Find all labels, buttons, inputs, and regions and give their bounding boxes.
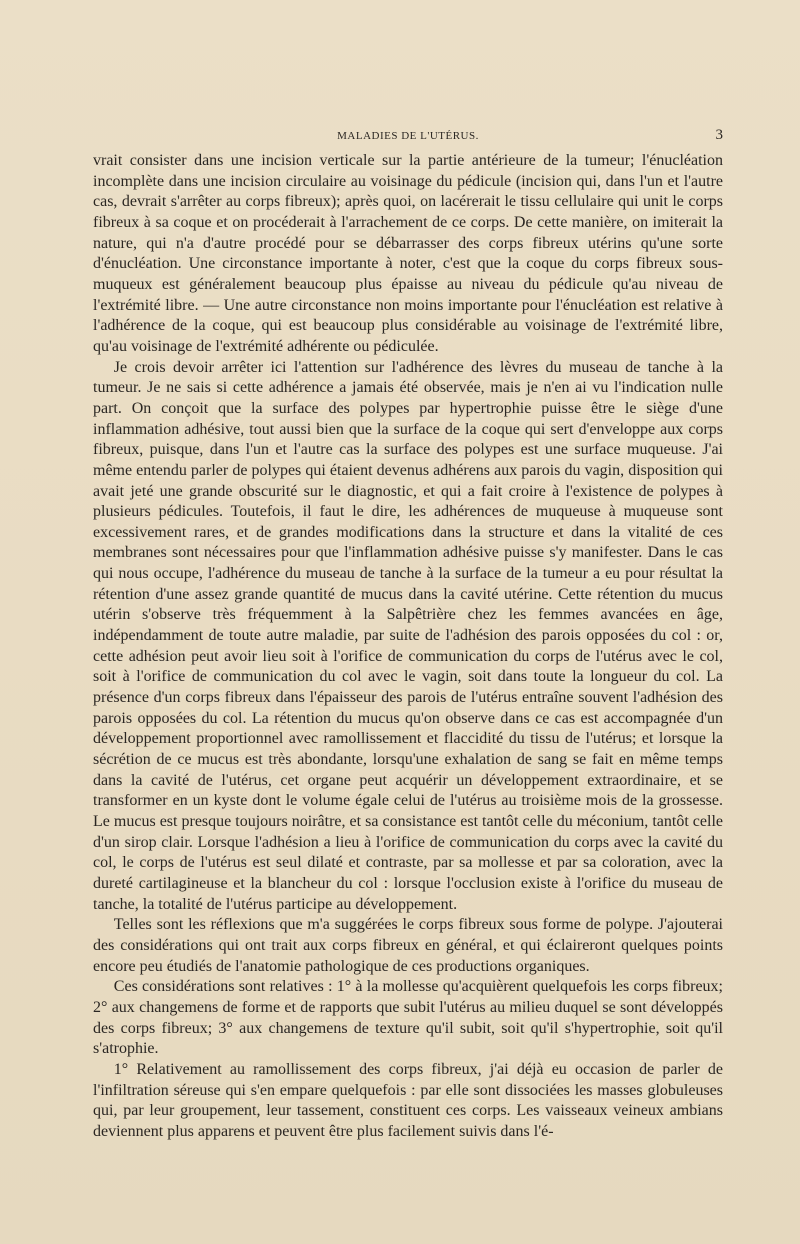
paragraph-1: vrait consister dans une incision verticale sur la partie antérieure de la tumeur; l'énucléation incomplète dans une incision circulaire au voisinage du pédicule (incision qui, dans l'un et l'autre cas, devrait s'arrêter au corps fibreux); après quoi, on lacérerait le tissu cellulaire qui unit le corps fibreux à sa coque et on procéderait à l'arrachement de ce corps. De cette manière, on imiterait la nature, qui n'a d'autre procédé pour se débarrasser des corps fibreux utérins qu'une sorte d'énucléation. Une circonstance importante à noter, c'est que la coque du corps fibreux sous-muqueux est généralement beaucoup plus épaisse au niveau du pédicule qu'au niveau de l'extrémité libre. — Une autre circonstance non moins importante pour l'énucléation est relative à l'adhérence de la coque, qui est beaucoup plus considérable au voisinage de l'extrémité libre, qu'au voisinage de l'extrémité adhérente ou pédiculée. (93, 152, 723, 355)
paragraph-5: 1° Relativement au ramollissement des corps fibreux, j'ai déjà eu occasion de parler de l'infiltration séreuse qui s'en empare quelquefois : par elle sont dissociées les masses globuleuses qui, par leur groupement, leur tassement, constituent ces corps. Les vaisseaux veineux ambians deviennent plus apparens et peuvent être plus facilement suivis dans l'é- (93, 1060, 723, 1140)
page-number: 3 (715, 127, 723, 143)
paragraph-2: Je crois devoir arrêter ici l'attention sur l'adhérence des lèvres du museau de tanche à la tumeur. Je ne sais si cette adhérence a jamais été observée, mais je n'en ai vu l'indication nulle part. On conçoit que la surface des polypes par hypertrophie puisse être le siège d'une inflammation adhésive, tout aussi bien que la surface de la coque qui sert d'enveloppe aux corps fibreux, puisque, dans l'un et l'autre cas la surface des polypes est une surface muqueuse. J'ai même entendu parler de polypes qui étaient devenus adhérens aux parois du vagin, disposition qui avait jeté une grande obscurité sur le diagnostic, et qui a fait croire à l'existence de polypes à plusieurs pédicules. Toutefois, il faut le dire, les adhérences de muqueuse à muqueuse sont excessivement rares, et de grandes modifications dans la structure et dans la vitalité de ces membranes sont nécessaires pour que l'inflammation adhésive puisse s'y manifester. Dans le cas qui nous occupe, l'adhérence du museau de tanche à la surface de la tumeur a eu pour résultat la rétention d'une assez grande quantité de mucus dans la cavité utérine. Cette rétention du mucus utérin s'observe très fréquemment à la Salpêtrière chez les femmes avancées en âge, indépendamment de toute autre maladie, par suite de l'adhésion des parois opposées du col : or, cette adhésion peut avoir lieu soit à l'orifice de communication du corps de l'utérus avec le col, soit à l'orifice de communication du col avec le vagin, soit dans toute la longueur du col. La présence d'un corps fibreux dans l'épaisseur des parois de l'utérus entraîne souvent l'adhésion des parois opposées du col. La rétention du mucus qu'on observe dans ce cas est accompagnée d'un développement proportionnel avec ramollissement et flaccidité du tissu de l'utérus; et lorsque la sécrétion de ce mucus est très abondante, lorsqu'une exhalation de sang se fait en même temps dans la cavité de l'utérus, cet organe peut acquérir un développement extraordinaire, et se transformer en un kyste dont le volume égale celui de l'utérus au troisième mois de la grossesse. Le mucus est presque toujours noirâtre, et sa consistance est tantôt celle du méconium, tantôt celle d'un sirop clair. Lorsque l'adhésion a lieu à l'orifice de communication du corps avec la cavité du col, le corps de l'utérus est seul dilaté et contraste, par sa mollesse et par sa coloration, avec la dureté cartilagineuse et la blancheur du col : lorsque l'occlusion existe à l'orifice du museau de tanche, la totalité de l'utérus participe au développement. (93, 358, 723, 913)
paragraph-3: Telles sont les réflexions que m'a suggérées le corps fibreux sous forme de polype. J'ajouterai des considérations qui ont trait aux corps fibreux en général, et qui éclaireront quelques points encore peu étudiés de l'anatomie pathologique de ces productions organiques. (93, 916, 723, 975)
paragraph-4: Ces considérations sont relatives : 1° à la mollesse qu'acquièrent quelquefois les corps fibreux; 2° aux changemens de forme et de rapports que subit l'utérus au milieu duquel se sont développés des corps fibreux; 3° aux changemens de texture qu'il subit, soit qu'il s'hypertrophie, soit qu'il s'atrophie. (93, 978, 723, 1058)
page-header (93, 127, 723, 150)
running-head: MALADIES DE L'UTÉRUS. (337, 130, 479, 142)
body-text (93, 151, 723, 1143)
